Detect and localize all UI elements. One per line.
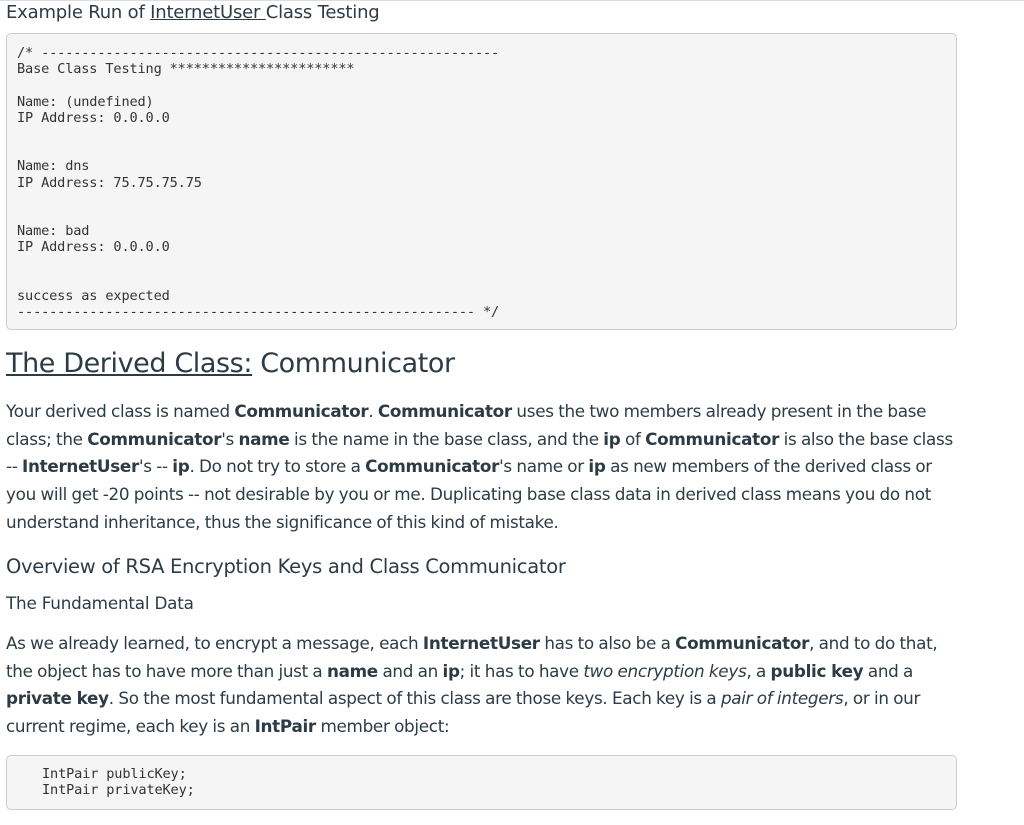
example-run-heading [6, 2, 380, 24]
output-line: IP Address: 0.0.0.0 [17, 239, 170, 256]
text-run: . [368, 401, 378, 421]
text-run: is the name in the base class, and the [289, 428, 604, 449]
output-line [17, 256, 956, 272]
output-line: --------------------------------------------------------- */ [17, 304, 500, 321]
output-line: Name: dns [17, 158, 90, 175]
bold-term: public key [770, 660, 864, 681]
bold-term: Communicator [234, 401, 369, 421]
overview-heading: Overview of RSA Encryption Keys and Class Communicator [6, 555, 566, 578]
bold-term: InternetUser [22, 456, 139, 477]
text-run: and an [377, 660, 443, 681]
text-run: 's name or [499, 456, 589, 477]
output-line [17, 126, 956, 142]
output-line: success as expected [17, 287, 170, 304]
italic-term: two encryption keys [583, 660, 747, 681]
bold-term: Communicator [675, 633, 810, 653]
section-title [6, 346, 455, 382]
text-run: member object: [315, 716, 450, 737]
bold-term: name [326, 660, 378, 681]
member-declarations-code-block [6, 755, 957, 810]
code-line: IntPair privateKey; [42, 782, 195, 799]
italic-term: pair of integers [720, 688, 844, 709]
bold-term: InternetUser [422, 633, 540, 653]
code-line: IntPair publicKey; [42, 766, 187, 782]
output-line [17, 272, 956, 288]
bold-term: ip [442, 660, 460, 681]
bold-term: Communicator [645, 428, 780, 449]
derived-class-paragraph [6, 398, 956, 537]
text-run: is also the base class -- [6, 428, 953, 477]
text-run: as new members of the derived class or you will get -20 points -- not desirable by you or me. Duplicating base class data in derived class means you do not understand inheritance, thus the significance of this kind of mistake. [6, 456, 932, 532]
example-heading-suffix: Class Testing [265, 2, 380, 23]
text-run: As we already learned, to encrypt a message, each [6, 633, 423, 653]
output-line [17, 77, 956, 93]
bold-term: ip [603, 428, 621, 449]
output-line: /* --------------------------------------------------------- [17, 45, 500, 61]
output-line: IP Address: 75.75.75.75 [17, 174, 202, 191]
example-heading-prefix: Example Run of [6, 2, 151, 23]
bold-term: ip [588, 456, 606, 477]
bold-term: ip [172, 456, 190, 477]
section-title-underlined: The Derived Class: [6, 348, 253, 379]
top-divider [0, 0, 1024, 1]
output-line [17, 191, 956, 207]
sample-output-code-block [6, 33, 957, 330]
text-run: . So the most fundamental aspect of this class are those keys. Each key is a [108, 688, 721, 709]
text-run: ; it has to have [459, 660, 584, 681]
text-run: and a [863, 660, 914, 681]
bold-term: private key [6, 688, 109, 709]
internetuser-link[interactable]: InternetUser [150, 2, 266, 23]
bold-term: Communicator [87, 428, 222, 449]
text-run: 's -- [138, 456, 173, 477]
output-line: IP Address: 0.0.0.0 [17, 109, 170, 126]
text-run: . Do not try to store a [189, 456, 366, 477]
text-run: , a [746, 660, 771, 681]
output-line [17, 142, 956, 158]
text-run: , or in our current regime, each key is an [6, 688, 921, 737]
output-line: Base Class Testing *********************** [17, 61, 355, 78]
text-run: , and to do that, the object has to have more than just a [6, 633, 938, 681]
bold-term: name [238, 428, 290, 449]
section-title-rest: Communicator [252, 348, 455, 379]
bold-term: IntPair [254, 716, 316, 737]
bold-term: Communicator [365, 456, 500, 477]
output-line [17, 207, 956, 223]
text-run: Your derived class is named [6, 401, 235, 421]
fundamental-data-heading: The Fundamental Data [6, 593, 194, 613]
fundamental-data-paragraph [6, 630, 956, 741]
text-run: 's [221, 428, 239, 449]
bold-term: Communicator [377, 401, 512, 421]
text-run: has to also be a [539, 633, 676, 653]
text-run: uses the two members already present in the base class; the [6, 401, 927, 449]
output-line: Name: bad [17, 223, 90, 240]
output-line: Name: (undefined) [17, 93, 154, 110]
text-run: of [620, 428, 646, 449]
